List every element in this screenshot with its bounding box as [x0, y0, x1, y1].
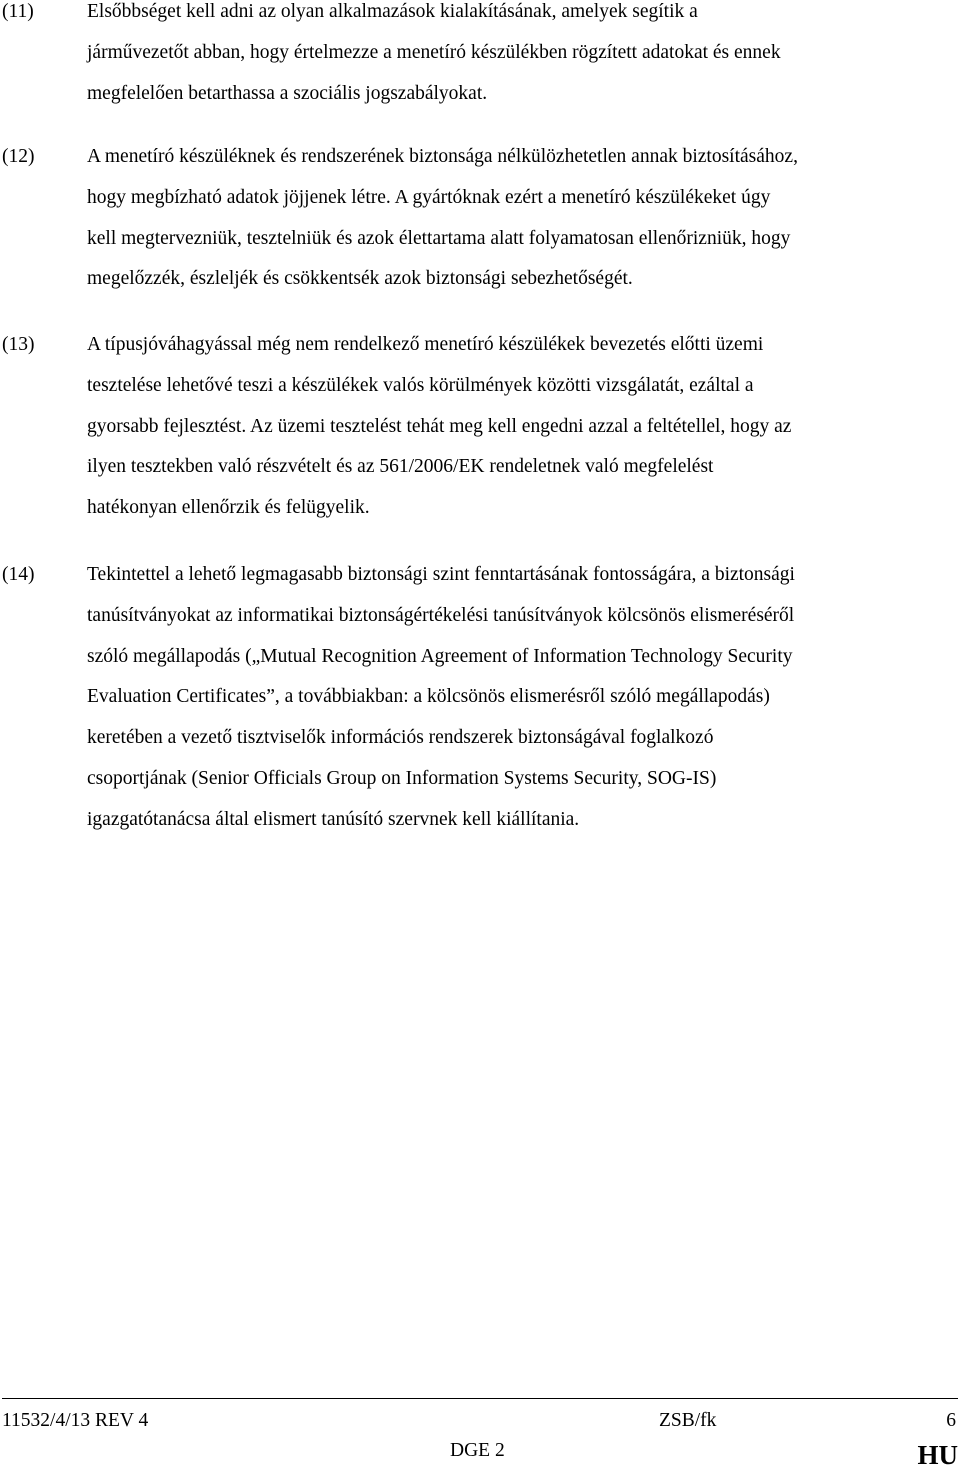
text-line: A menetíró készüléknek és rendszerének biztonsága nélkülözhetetlen annak biztosításához, [87, 146, 798, 167]
paragraph-text [87, 555, 957, 841]
text-line: kell megtervezniük, tesztelniük és azok élettartama alatt folyamatosan ellenőrizniük, hogy [87, 227, 791, 249]
footer-initials: ZSB/fk [659, 1410, 717, 1431]
text-line: megelőzzék, észleljék és csökkentsék azok biztonsági sebezhetőségét. [87, 268, 633, 290]
footer-directorate: DGE 2 [450, 1440, 505, 1461]
text-line: tesztelése lehetővé teszi a készülékek valós körülmények közötti vizsgálatát, ezáltal a [87, 374, 754, 396]
text-line: A típusjóváhagyással még nem rendelkező menetíró készülékek bevezetés előtti üzemi [87, 334, 764, 355]
text-line: hogy megbízható adatok jöjjenek létre. A gyártóknak ezért a menetíró készülékeket úgy [87, 186, 771, 208]
text-line: keretében a vezető tisztviselők információs rendszerek biztonságával foglalkozó [87, 727, 714, 749]
footer-language-code: HU [917, 1440, 958, 1470]
text-line: Evaluation Certificates”, a továbbiakban: a kölcsönös elismerésről szóló megállapodás) [87, 686, 770, 708]
text-line: járművezetőt abban, hogy értelmezze a menetíró készülékben rögzített adatokat és ennek [87, 41, 781, 63]
paragraph-number: (12) [2, 146, 35, 167]
text-line: megfelelően betarthassa a szociális jogszabályokat. [87, 82, 488, 104]
text-line: csoportjának (Senior Officials Group on Information Systems Security, SOG-IS) [87, 767, 717, 789]
text-line: gyorsabb fejlesztést. Az üzemi tesztelést tehát meg kell engedni azzal a feltétellel, hogy az [87, 415, 792, 437]
paragraph-number: (11) [2, 1, 34, 22]
text-line: Tekintettel a lehető legmagasabb biztonsági szint fenntartásának fontosságára, a biztonsági [87, 564, 795, 585]
text-line: ilyen tesztekben való részvételt és az 561/2006/EK rendeletnek való megfelelést [87, 456, 714, 478]
text-line: Elsőbbséget kell adni az olyan alkalmazások kialakításának, amelyek segítik a [87, 1, 698, 22]
paragraph-number: (14) [2, 564, 35, 585]
text-line: szóló megállapodás („Mutual Recognition Agreement of Information Technology Security [87, 645, 793, 667]
text-line: tanúsítványokat az informatikai biztonságértékelési tanúsítványok kölcsönös elismeréséről [87, 604, 795, 626]
footer-page-number: 6 [946, 1410, 956, 1431]
paragraph-text [87, 137, 957, 300]
paragraph-text [87, 325, 957, 529]
paragraph-text [87, 0, 957, 114]
footer-doc-reference: 11532/4/13 REV 4 [2, 1410, 149, 1431]
text-line: hatékonyan ellenőrzik és felügyelik. [87, 497, 370, 519]
footer-divider [2, 1398, 958, 1399]
text-line: igazgatótanácsa által elismert tanúsító szervnek kell kiállítania. [87, 808, 580, 830]
paragraph-number: (13) [2, 334, 35, 355]
